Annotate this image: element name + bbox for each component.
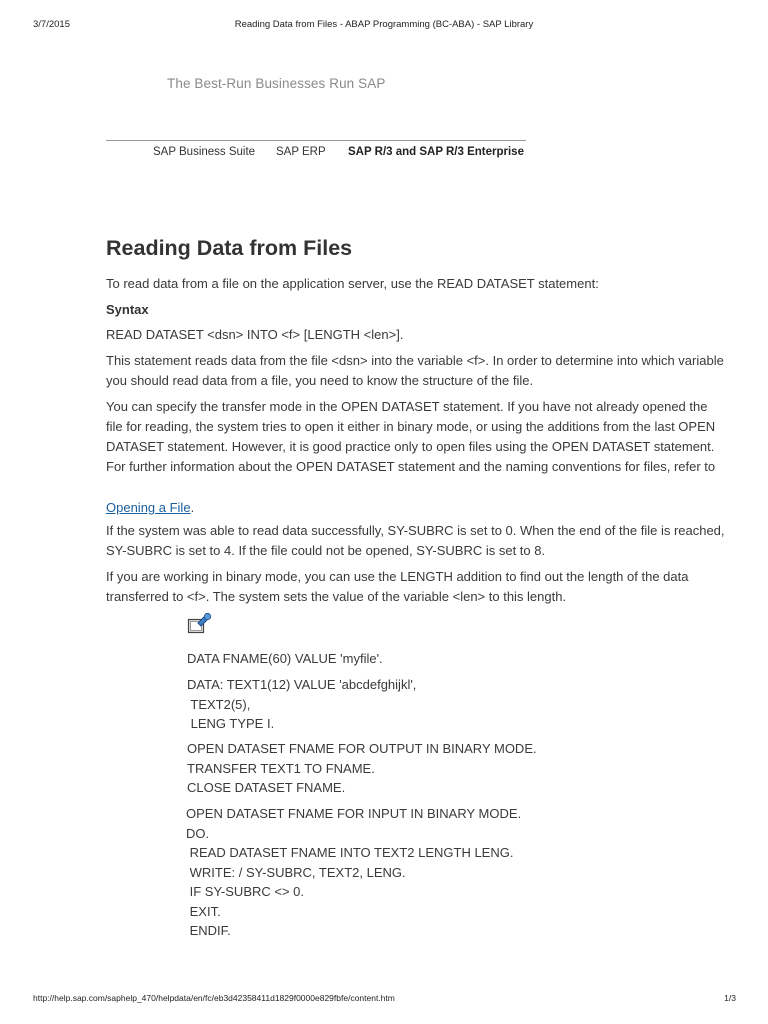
syntax-heading: Syntax <box>106 302 149 317</box>
intro-paragraph: To read data from a file on the application server, use the READ DATASET statement: <box>106 276 599 291</box>
print-date: 3/7/2015 <box>33 19 70 30</box>
code-line: CLOSE DATASET FNAME. <box>187 780 346 795</box>
page-title: Reading Data from Files <box>106 236 353 260</box>
code-line: OPEN DATASET FNAME FOR OUTPUT IN BINARY MODE. <box>187 741 537 756</box>
example-note-icon <box>187 612 213 638</box>
link-suffix: . <box>190 500 195 515</box>
code-line: TRANSFER TEXT1 TO FNAME. <box>187 760 375 776</box>
opening-a-file-link[interactable]: Opening a File <box>106 500 191 515</box>
print-page-title: Reading Data from Files - ABAP Programming (BC-ABA) - SAP Library <box>234 19 534 30</box>
nav-item-sap-business-suite[interactable]: SAP Business Suite <box>153 146 256 158</box>
code-line: OPEN DATASET FNAME FOR INPUT IN BINARY MODE. <box>186 806 522 821</box>
body-paragraph: If the system was able to read data successfully, SY-SUBRC is set to 0. When the end of the file is reached, SY-SUBRC is set to 4. If the file could not be opened, SY-SUBRC is set to 8. <box>106 523 725 558</box>
code-line: DATA FNAME(60) VALUE 'myfile'. <box>187 651 383 666</box>
code-block <box>186 804 726 941</box>
brand-slogan: The Best-Run Businesses Run SAP <box>167 76 386 91</box>
code-line: TEXT2(5), <box>187 696 251 712</box>
print-footer-url: http://help.sap.com/saphelp_470/helpdata/en/fc/eb3d42358411d1829f0000e829fbfe/content.htm <box>33 993 395 1003</box>
code-block <box>187 675 727 734</box>
code-block <box>187 649 727 669</box>
code-line: ENDIF. <box>186 923 231 938</box>
code-block <box>187 739 727 798</box>
body-paragraph: This statement reads data from the file <dsn> into the variable <f>. In order to determine into which variable you should read data from a file, you need to know the structure of the file. <box>106 353 724 388</box>
code-line: LENG TYPE I. <box>187 716 275 731</box>
code-line: READ DATASET FNAME INTO TEXT2 LENGTH LENG. <box>186 845 514 860</box>
link-line <box>106 498 726 518</box>
nav-item-sap-r3-enterprise[interactable]: SAP R/3 and SAP R/3 Enterprise <box>348 146 524 158</box>
nav-divider <box>106 140 526 141</box>
code-line: DATA: TEXT1(12) VALUE 'abcdefghijkl', <box>187 677 417 692</box>
code-line: EXIT. <box>186 903 221 919</box>
syntax-statement: READ DATASET <dsn> INTO <f> [LENGTH <len>]. <box>106 327 404 342</box>
code-line: WRITE: / SY-SUBRC, TEXT2, LENG. <box>186 864 406 880</box>
code-line: DO. <box>186 825 210 841</box>
body-paragraph: If you are working in binary mode, you can use the LENGTH addition to find out the length of the data transferred to <f>. The system sets the value of the variable <len> to this length. <box>106 569 689 604</box>
nav-item-sap-erp[interactable]: SAP ERP <box>276 146 326 158</box>
print-page-number: 1/3 <box>724 993 736 1003</box>
code-line: IF SY-SUBRC <> 0. <box>186 884 305 899</box>
body-paragraph: You can specify the transfer mode in the OPEN DATASET statement. If you have not already opened the file for reading, the system tries to open it either in binary mode, or using the additions from the last OPEN DATASET statement. However, it is good practice only to open files using the OPEN DATASET statement. For further information about the OPEN DATASET statement and the naming conventions for files, refer to <box>106 399 716 474</box>
